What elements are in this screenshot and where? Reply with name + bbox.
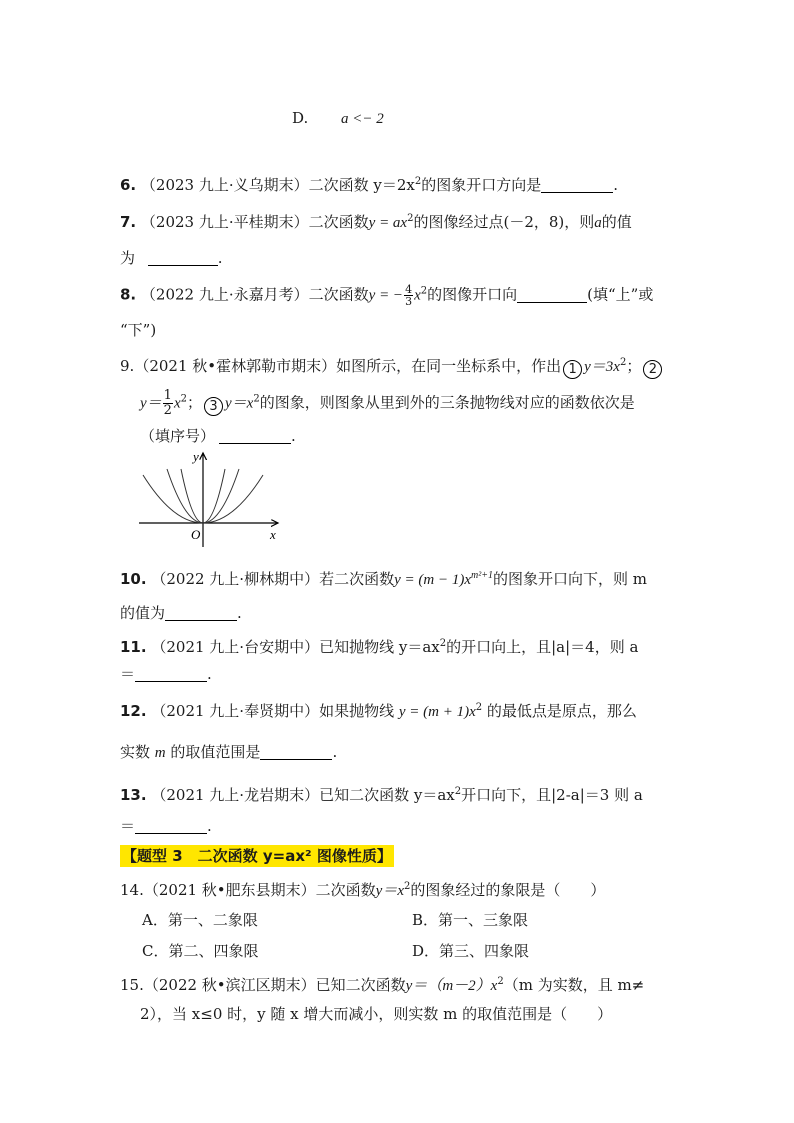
q9-source: （2021 秋•霍林郭勒市期末） (134, 357, 337, 375)
q8-text-b: 的图像开口向 (427, 285, 518, 304)
q14-option-d[interactable]: D．第三、四象限 (412, 942, 530, 960)
q9-text-b: 的图象，则图象从里到外的三条抛物线对应的函数依次是 (259, 393, 635, 412)
q7-exponent: 2 (407, 213, 414, 224)
question-8-line-2 (120, 320, 156, 340)
q7-text-c: 的值 (601, 213, 632, 231)
question-10 (120, 569, 647, 590)
q10-text-b: 的图象开口向下，则 m (492, 570, 647, 588)
q9-func-1: y＝3x (584, 359, 620, 375)
q13-answer-blank[interactable] (135, 817, 207, 834)
q12-source: （2021 九上·奉贤期中） (151, 702, 320, 720)
q9-exp-1: 2 (619, 357, 627, 368)
q7-number: 7. (120, 213, 137, 231)
q9-number: 9. (120, 357, 135, 375)
q13-line2: ＝ (120, 817, 136, 835)
q12-end: . (332, 743, 338, 761)
q7-end: . (217, 249, 223, 267)
q9-fraction (163, 389, 173, 418)
q7-var: a (594, 215, 602, 231)
q8-line2: “下”) (120, 321, 157, 339)
q14-number: 14. (120, 881, 144, 899)
q12-text-b: 的最低点是原点，那么 (486, 702, 637, 720)
q13-text-b: 开口向下，且|2-a|＝3 则 a (461, 786, 643, 804)
q9-sep-2: ； (187, 393, 203, 412)
q12-text-a: 如果抛物线 (319, 702, 395, 720)
q9-line3: （填序号） (140, 427, 216, 445)
q5-option-d-label: D. (292, 109, 309, 127)
q8-expr-post: x (414, 287, 421, 304)
question-12-line-2 (120, 742, 337, 763)
origin-label: O (191, 527, 201, 542)
q8-frac-den: 3 (405, 295, 413, 308)
q10-expr: y = (m − 1)x (394, 572, 471, 588)
question-7-line-2 (120, 248, 223, 268)
question-15-line-2 (140, 1004, 612, 1024)
q10-exponent: m²+1 (470, 570, 493, 581)
q5-option-d-text: a <− 2 (341, 111, 384, 127)
q8-text-a: 二次函数 (308, 285, 369, 304)
q6-answer-blank[interactable] (541, 176, 613, 193)
question-9-line-2 (140, 389, 635, 418)
question-11-line-2 (120, 664, 212, 684)
q14-text-a: 二次函数 (315, 881, 376, 899)
q15-text-b: （m 为实数，且 m≠ (503, 976, 645, 994)
question-7 (120, 212, 632, 233)
question-6 (120, 175, 618, 195)
parabola-graph (135, 447, 285, 547)
question-13 (120, 785, 643, 805)
q12-line2-b: 的取值范围是 (170, 743, 261, 761)
question-11 (120, 637, 638, 657)
q11-exponent: 2 (439, 638, 447, 649)
q13-text-a: 已知二次函数 y＝ax (319, 786, 455, 804)
q6-exponent: 2 (414, 176, 422, 187)
q10-end: . (237, 604, 242, 622)
q13-number: 13. (120, 786, 147, 804)
q8-fraction (404, 284, 413, 307)
q9-exp-2: 2 (180, 393, 187, 405)
q15-number: 15. (120, 976, 144, 994)
circled-2-icon: 2 (643, 360, 662, 379)
q12-expr: y = (m + 1)x (398, 704, 476, 720)
q9-func-3: y＝x (225, 395, 254, 412)
q15-expr: y＝（m－2）x (405, 978, 498, 994)
q13-end: . (207, 817, 212, 835)
q11-number: 11. (120, 638, 147, 656)
q10-number: 10. (120, 570, 147, 588)
q6-end: . (613, 176, 619, 194)
q14-text-b: 的图象经过的象限是（ ） (410, 881, 606, 899)
q5-option-d (292, 108, 384, 129)
q10-source: （2022 九上·柳林期中） (151, 570, 320, 588)
q8-exponent: 2 (420, 285, 428, 297)
q9-sep-1: ； (626, 357, 642, 375)
q6-number: 6. (120, 176, 137, 194)
q12-answer-blank[interactable] (260, 743, 332, 760)
q12-line2-a: 实数 (120, 743, 151, 761)
q6-source: （2023 九上·义乌期末） (140, 176, 309, 194)
q14-source: （2021 秋•肥东县期末） (143, 881, 316, 899)
q10-line2: 的值为 (120, 604, 166, 622)
q14-option-b[interactable]: B．第一、三象限 (412, 911, 529, 929)
circled-3-icon: 3 (204, 397, 223, 416)
q13-exponent: 2 (454, 786, 462, 797)
q9-frac-den: 2 (163, 403, 172, 418)
q10-text-a: 若二次函数 (319, 570, 395, 588)
q9-text-a: 如图所示，在同一坐标系中，作出 (336, 357, 562, 375)
q15-exponent: 2 (497, 976, 504, 987)
q13-source: （2021 九上·龙岩期末） (151, 786, 320, 804)
question-9-line-3 (140, 426, 296, 446)
question-8 (120, 284, 653, 307)
q14-option-a[interactable]: A．第一、二象限 (142, 911, 258, 929)
q8-source: （2022 九上·永嘉月考） (140, 285, 309, 304)
q8-expr-pre: y = − (368, 287, 404, 304)
q11-text-a: 已知抛物线 y＝ax (319, 638, 440, 656)
question-10-line-2 (120, 603, 242, 623)
q10-answer-blank[interactable] (165, 604, 237, 621)
q14-expr: y＝x (375, 883, 404, 899)
q9-end: . (291, 427, 296, 445)
q9-answer-blank[interactable] (219, 427, 291, 444)
q11-end: . (207, 665, 212, 683)
q7-line2: 为 (120, 249, 136, 267)
q6-text-a: 二次函数 y＝2x (308, 176, 415, 194)
q12-number: 12. (120, 702, 147, 720)
q7-source: （2023 九上·平桂期末） (140, 213, 309, 231)
q9-func-2-post: x (173, 395, 181, 412)
q14-option-c[interactable]: C．第二、四象限 (142, 942, 259, 960)
question-14 (120, 880, 605, 901)
circled-1-icon: 1 (563, 360, 582, 379)
q11-answer-blank[interactable] (135, 665, 207, 682)
q15-source: （2022 秋•滨江区期末） (143, 976, 316, 994)
q12-exponent: 2 (475, 702, 483, 713)
x-axis-label: x (270, 527, 276, 542)
question-13-line-2 (120, 816, 212, 836)
q9-exp-3: 2 (253, 393, 260, 405)
q12-var: m (154, 745, 166, 761)
y-axis-label: y (193, 449, 199, 464)
q9-frac-num: 1 (163, 388, 172, 403)
q8-frac-num: 4 (405, 283, 413, 296)
q15-text-a: 已知二次函数 (315, 976, 406, 994)
q6-text-b: 的图象开口方向是 (421, 176, 542, 194)
q11-source: （2021 九上·台安期中） (151, 638, 320, 656)
q7-text-b: 的图像经过点(－2，8)，则 (413, 213, 595, 231)
q8-number: 8. (120, 285, 137, 304)
q9-func-2-pre: y＝ (140, 395, 162, 412)
q8-answer-blank[interactable] (517, 286, 587, 303)
q7-expr: y = ax (368, 215, 408, 231)
q15-line2: 2），当 x≤0 时，y 随 x 增大而减小，则实数 m 的取值范围是（ ） (140, 1005, 613, 1023)
q8-text-c: (填“上”或 (587, 285, 654, 304)
question-9 (120, 356, 664, 379)
q7-text-a: 二次函数 (308, 213, 369, 231)
section-header: 【题型 3 二次函数 y=ax² 图像性质】 (122, 847, 392, 865)
question-15 (120, 975, 644, 996)
q11-text-b: 的开口向上，且|a|＝4，则 a (446, 638, 639, 656)
question-12 (120, 701, 637, 722)
q7-answer-blank[interactable] (148, 249, 218, 266)
q11-line2: ＝ (120, 665, 136, 683)
q14-exponent: 2 (404, 881, 411, 892)
